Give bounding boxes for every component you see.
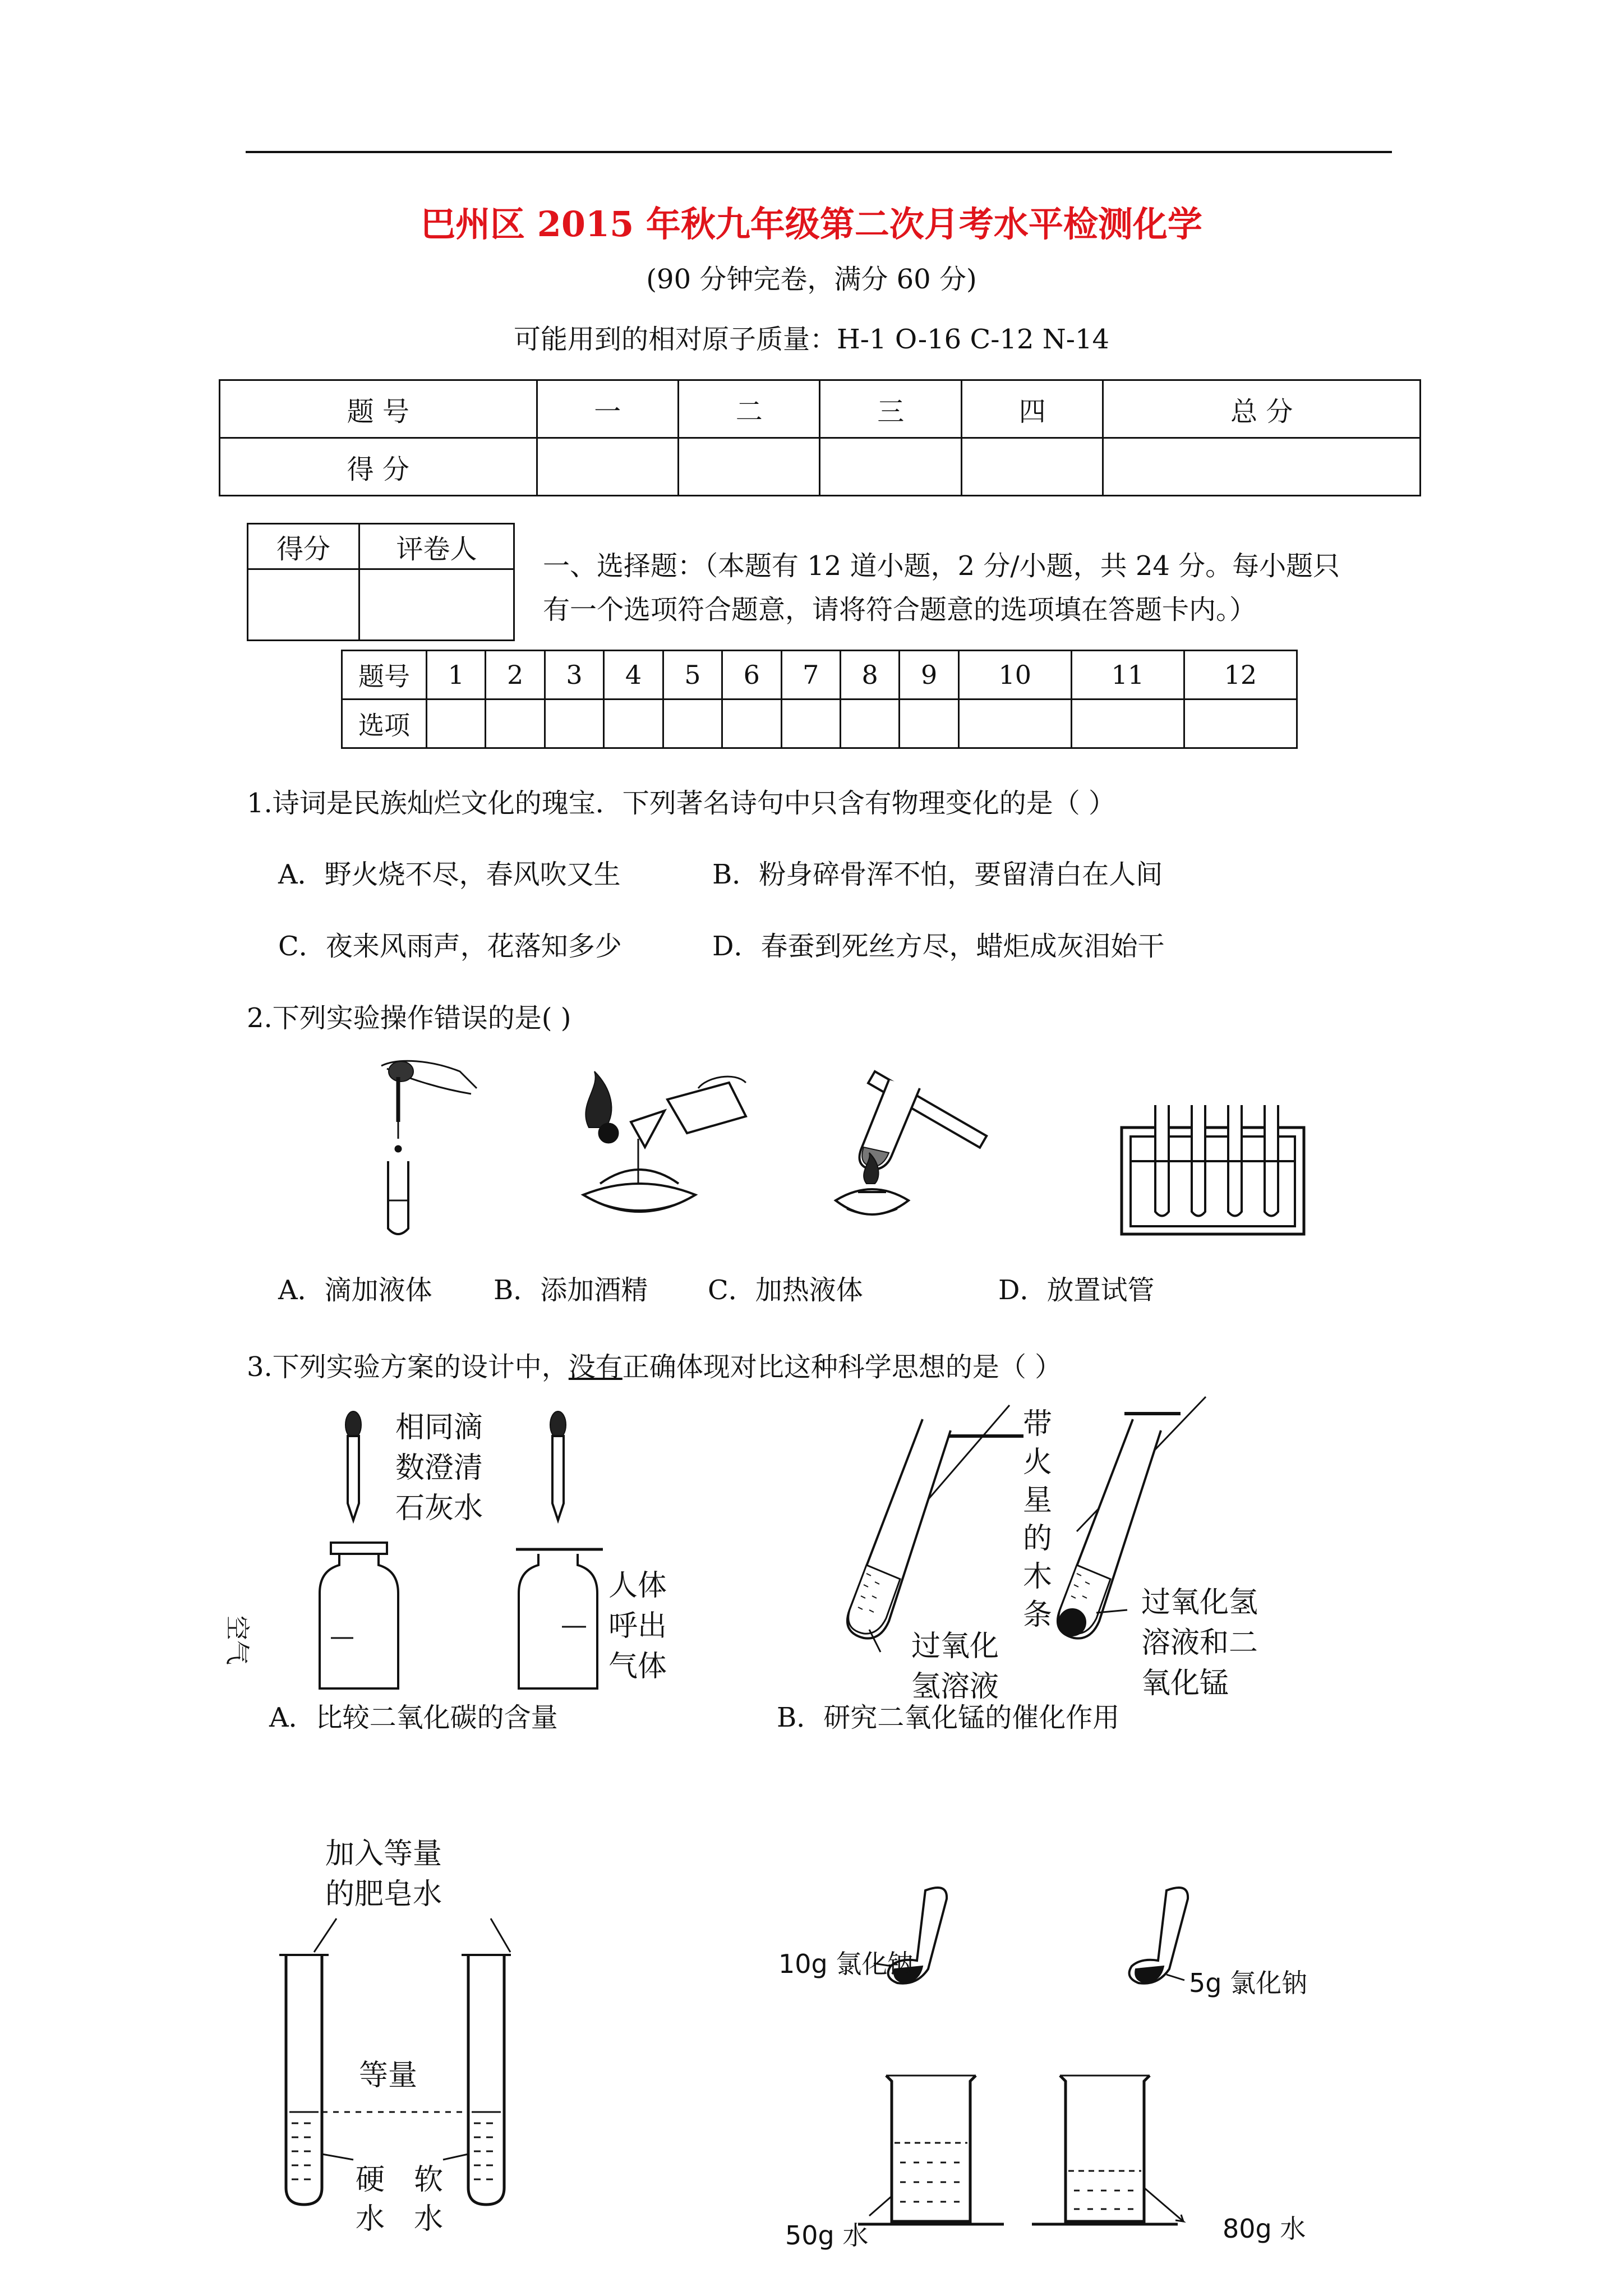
q3c-top-label-line: 的肥皂水	[325, 1878, 442, 1911]
q1-option-b: B．粉身碎骨浑不怕，要留清白在人间	[712, 859, 1163, 890]
exam-title: 巴州区 2015 年秋九年级第二次月考水平检测化学	[421, 204, 1202, 245]
q3b-left-label-line: 氢溶液	[911, 1670, 999, 1704]
q3c-soft-water-char: 水	[413, 2202, 443, 2236]
q3b-left-label-line: 过氧化	[911, 1630, 999, 1663]
q3a-breath-label-line: 气体	[608, 1650, 667, 1683]
answer-cell[interactable]	[486, 700, 545, 748]
score-table-header-row	[220, 380, 1421, 438]
q3-figure-d	[780, 1885, 1284, 2255]
q3d-left-water-label: 50g 水	[785, 2220, 869, 2251]
q2-test-tube-rack-figure	[1116, 1099, 1312, 1240]
q2-alcohol-lamp-figure	[566, 1049, 757, 1240]
score-header-cell: 一	[537, 380, 678, 438]
answer-cell[interactable]	[722, 700, 781, 748]
section-heading-line: 一、选择题：（本题有 12 道小题，2 分/小题，共 24 分。每小题只	[543, 550, 1340, 582]
answer-cell[interactable]	[663, 700, 722, 748]
score-header-cell: 二	[679, 380, 820, 438]
score-table-score-row	[220, 438, 1421, 496]
q3b-splint-label-char: 带	[1022, 1407, 1052, 1441]
q3b-splint-label-char: 的	[1022, 1522, 1052, 1556]
q3-stem-part: 正确体现对比这种科学思想的是（ ）	[622, 1351, 1062, 1383]
grader-name-cell[interactable]	[359, 569, 514, 641]
q2-dropper-figure	[348, 1055, 482, 1245]
question-number: 6	[722, 651, 781, 700]
answer-cell[interactable]	[545, 700, 603, 748]
section-heading-line: 有一个选项符合题意，请将符合题意的选项填在答题卡内。）	[543, 594, 1257, 625]
question-number: 1	[427, 651, 486, 700]
q3a-dropper-label-line: 数澄清	[395, 1451, 483, 1485]
q3a-breath-label-line: 人体	[608, 1569, 667, 1603]
q3a-breath-label-line: 呼出	[608, 1609, 667, 1643]
answer-cell[interactable]	[781, 700, 840, 748]
q2-heating-figure	[813, 1049, 1015, 1240]
q2-option-b: B．添加酒精	[494, 1274, 648, 1306]
question-number: 9	[900, 651, 958, 700]
atomic-masses: 可能用到的相对原子质量：H-1 O-16 C-12 N-14	[513, 324, 1110, 355]
q3-stem	[247, 1349, 1062, 1385]
answer-cell[interactable]	[427, 700, 486, 748]
q1-option-a: A．野火烧不尽，春风吹又生	[278, 859, 621, 890]
question-number: 11	[1071, 651, 1184, 700]
grader-score-label: 得分	[248, 524, 359, 569]
q3-stem-emphasis: 没有	[568, 1351, 623, 1383]
answer-row-label: 题号	[342, 651, 427, 700]
q3c-top-label-line: 加入等量	[325, 1837, 442, 1871]
question-number: 12	[1184, 651, 1297, 700]
section-heading	[543, 544, 1395, 632]
answer-cell[interactable]	[900, 700, 958, 748]
q3c-middle-label: 等量	[359, 2059, 418, 2092]
q3a-dropper-label-line: 石灰水	[395, 1492, 483, 1525]
q3c-hard-water-char: 硬	[355, 2163, 385, 2197]
score-input-cell[interactable]	[820, 438, 961, 496]
score-header-cell: 总 分	[1103, 380, 1421, 438]
grader-score-cell[interactable]	[248, 569, 359, 641]
answer-cell[interactable]	[1184, 700, 1297, 748]
question-number: 8	[840, 651, 899, 700]
question-number: 2	[486, 651, 545, 700]
question-number: 5	[663, 651, 722, 700]
q3d-right-water-label: 80g 水	[1223, 2214, 1306, 2244]
header-rule	[246, 151, 1392, 153]
q3b-right-label-line: 氧化锰	[1141, 1667, 1229, 1700]
question-number: 4	[604, 651, 663, 700]
answer-number-row	[342, 651, 1297, 700]
q3b-splint-label-char: 木	[1022, 1560, 1052, 1594]
answer-cell[interactable]	[958, 700, 1071, 748]
q1-option-c: C．夜来风雨声，花落知多少	[278, 931, 622, 962]
score-header-cell: 四	[961, 380, 1103, 438]
q3d-left-salt-label: 10g 氯化钠	[778, 1949, 914, 1979]
q3b-right-label-line: 溶液和二	[1141, 1626, 1258, 1660]
question-number: 10	[958, 651, 1071, 700]
score-input-cell[interactable]	[537, 438, 678, 496]
q2-option-d: D．放置试管	[998, 1274, 1155, 1306]
score-input-cell[interactable]	[679, 438, 820, 496]
q3c-hard-water-char: 水	[355, 2202, 385, 2236]
q2-option-a: A．滴加液体	[278, 1274, 432, 1306]
grader-name-label: 评卷人	[359, 524, 514, 569]
q2-option-c: C．加热液体	[708, 1274, 863, 1306]
q3a-dropper-label-line: 相同滴	[395, 1411, 483, 1444]
answer-choice-row	[342, 700, 1297, 748]
answer-cell[interactable]	[604, 700, 663, 748]
q3-option-a-caption: A．比较二氧化碳的含量	[269, 1702, 558, 1733]
exam-subtitle: (90 分钟完卷，满分 60 分)	[646, 264, 977, 295]
answer-cell[interactable]	[840, 700, 899, 748]
question-number: 7	[781, 651, 840, 700]
score-row-label: 得 分	[220, 438, 537, 496]
question-number: 3	[545, 651, 603, 700]
q3b-splint-label-char: 火	[1022, 1446, 1052, 1479]
score-header-cell: 题 号	[220, 380, 537, 438]
score-input-cell[interactable]	[1103, 438, 1421, 496]
q3b-splint-label-char: 星	[1022, 1484, 1052, 1517]
q3d-right-salt-label: 5g 氯化钠	[1189, 1968, 1308, 1998]
q3b-right-label-line: 过氧化氢	[1141, 1586, 1258, 1619]
score-header-cell: 三	[820, 380, 961, 438]
q1-stem: 1.诗词是民族灿烂文化的瑰宝．下列著名诗句中只含有物理变化的是（ ）	[247, 788, 1116, 819]
q3b-splint-label-char: 条	[1022, 1598, 1052, 1632]
q3-stem-part: 3.下列实验方案的设计中，	[247, 1351, 569, 1383]
q3c-soft-water-char: 软	[413, 2163, 443, 2197]
answer-row-label: 选项	[342, 700, 427, 748]
q1-option-d: D．春蚕到死丝方尽，蜡炬成灰泪始干	[712, 931, 1165, 962]
q3a-air-label: 空气	[223, 1616, 251, 1665]
score-input-cell[interactable]	[961, 438, 1103, 496]
grader-table	[247, 523, 515, 641]
q2-stem: 2.下列实验操作错误的是( )	[247, 1002, 571, 1034]
answer-table	[341, 650, 1298, 749]
q3-option-b-caption: B．研究二氧化锰的催化作用	[777, 1702, 1120, 1733]
score-table	[219, 379, 1421, 496]
answer-cell[interactable]	[1071, 700, 1184, 748]
